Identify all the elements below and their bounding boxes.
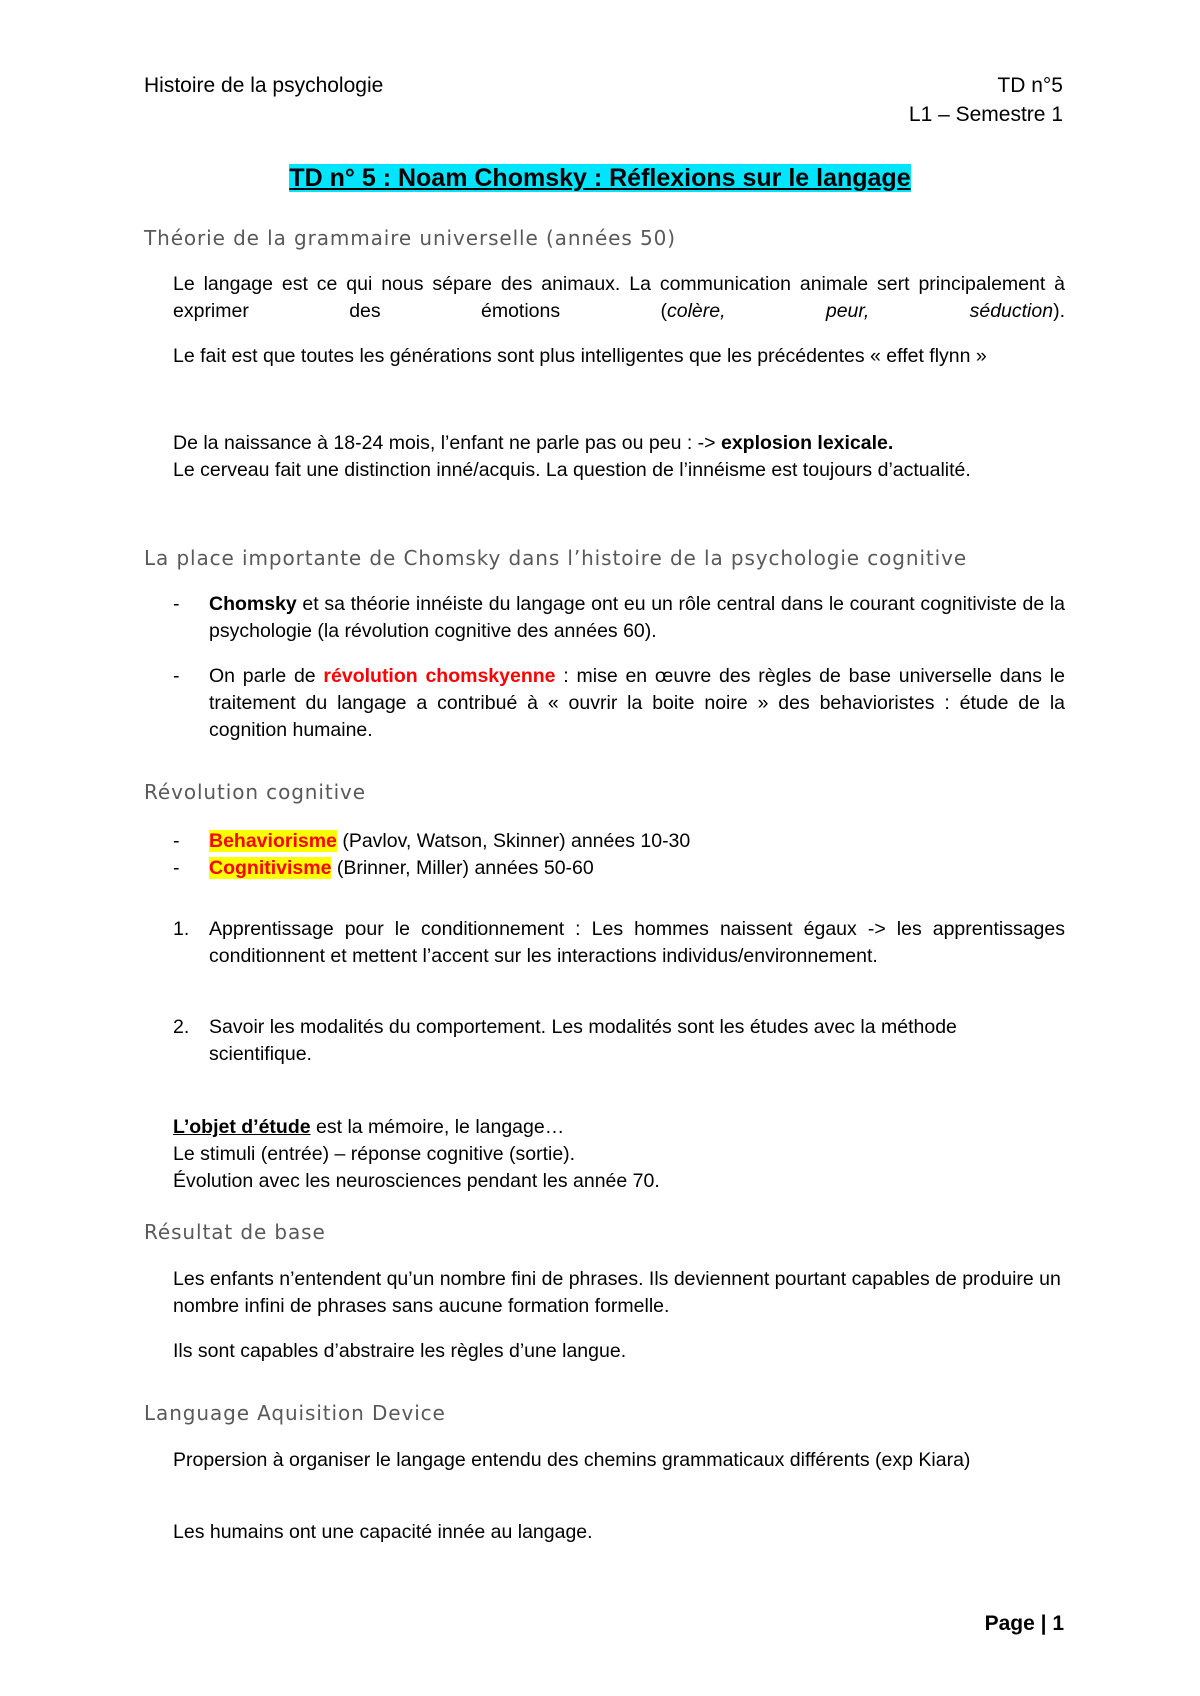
numbered-item-number: 1. xyxy=(173,918,190,940)
list-item-cognitivisme: Cognitivisme (Brinner, Miller) années 50-60 xyxy=(209,857,594,879)
bullet-dash: - xyxy=(173,830,180,852)
section-heading-revolution-cognitive: Révolution cognitive xyxy=(144,780,366,804)
bullet-dash: - xyxy=(173,665,180,687)
paragraph-neurosciences: Évolution avec les neurosciences pendant les année 70. xyxy=(173,1170,660,1192)
paragraph-effet-flynn: Le fait est que toutes les générations sont plus intelligentes que les précédentes « effet flynn » xyxy=(173,345,987,367)
numbered-item-modalites: Savoir les modalités du comportement. Les modalités sont les études avec la méthode scientifique. xyxy=(209,1016,957,1065)
numbered-item-number: 2. xyxy=(173,1016,190,1038)
paragraph-stimuli: Le stimuli (entrée) – réponse cognitive (sortie). xyxy=(173,1143,576,1165)
list-item-revolution-chomskyenne: On parle de révolution chomskyenne : mise en œuvre des règles de base universelle dans le traitement du langage a contribué à « ouvrir la boite noire » des behavioristes : étude de la cognition humaine. xyxy=(209,665,1065,741)
section-heading-lad: Language Aquisition Device xyxy=(144,1401,446,1425)
bullet-dash: - xyxy=(173,857,180,879)
section-heading-chomsky-place: La place importante de Chomsky dans l’histoire de la psychologie cognitive xyxy=(144,546,968,570)
page-title: TD n° 5 : Noam Chomsky : Réflexions sur le langage xyxy=(289,164,911,192)
header-course: Histoire de la psychologie xyxy=(144,74,384,97)
paragraph-explosion-lexicale: De la naissance à 18-24 mois, l’enfant ne parle pas ou peu : -> explosion lexicale. xyxy=(173,432,894,454)
numbered-item-apprentissage: Apprentissage pour le conditionnement : Les hommes naissent égaux -> les apprentissages conditionnent et mettent l’accent sur les interactions individus/environnement. xyxy=(209,918,1065,967)
header-level: L1 – Semestre 1 xyxy=(908,103,1063,126)
paragraph-propersion: Propersion à organiser le langage entendu des chemins grammaticaux différents (exp Kiara) xyxy=(173,1449,971,1471)
paragraph-capacite-innee: Les humains ont une capacité innée au langage. xyxy=(173,1521,593,1543)
bullet-dash: - xyxy=(173,593,180,615)
paragraph-langage-animaux: Le langage est ce qui nous sépare des animaux. La communication animale sert principalement à exprimer des émotions (colère, peur, séduction). xyxy=(173,273,1065,322)
section-heading-resultat: Résultat de base xyxy=(144,1220,326,1244)
list-item-behaviorisme: Behaviorisme (Pavlov, Watson, Skinner) années 10-30 xyxy=(209,830,691,852)
list-item-chomsky-role: Chomsky et sa théorie innéiste du langage ont eu un rôle central dans le courant cognitiviste de la psychologie (la révolution cognitive des années 60). xyxy=(209,593,1065,642)
section-heading-grammaire: Théorie de la grammaire universelle (années 50) xyxy=(144,226,676,250)
paragraph-objet-etude: L’objet d’étude est la mémoire, le langage… xyxy=(173,1116,565,1138)
paragraph-inne-acquis: Le cerveau fait une distinction inné/acquis. La question de l’innéisme est toujours d’actualité. xyxy=(173,459,971,481)
paragraph-abstraire-regles: Ils sont capables d’abstraire les règles d’une langue. xyxy=(173,1340,627,1362)
header-td-number: TD n°5 xyxy=(997,74,1063,97)
paragraph-phrases-finies: Les enfants n’entendent qu’un nombre fini de phrases. Ils deviennent pourtant capables de produire un nombre infini de phrases sans aucune formation formelle. xyxy=(173,1268,1061,1317)
page-number: Page | 1 xyxy=(984,1612,1064,1635)
